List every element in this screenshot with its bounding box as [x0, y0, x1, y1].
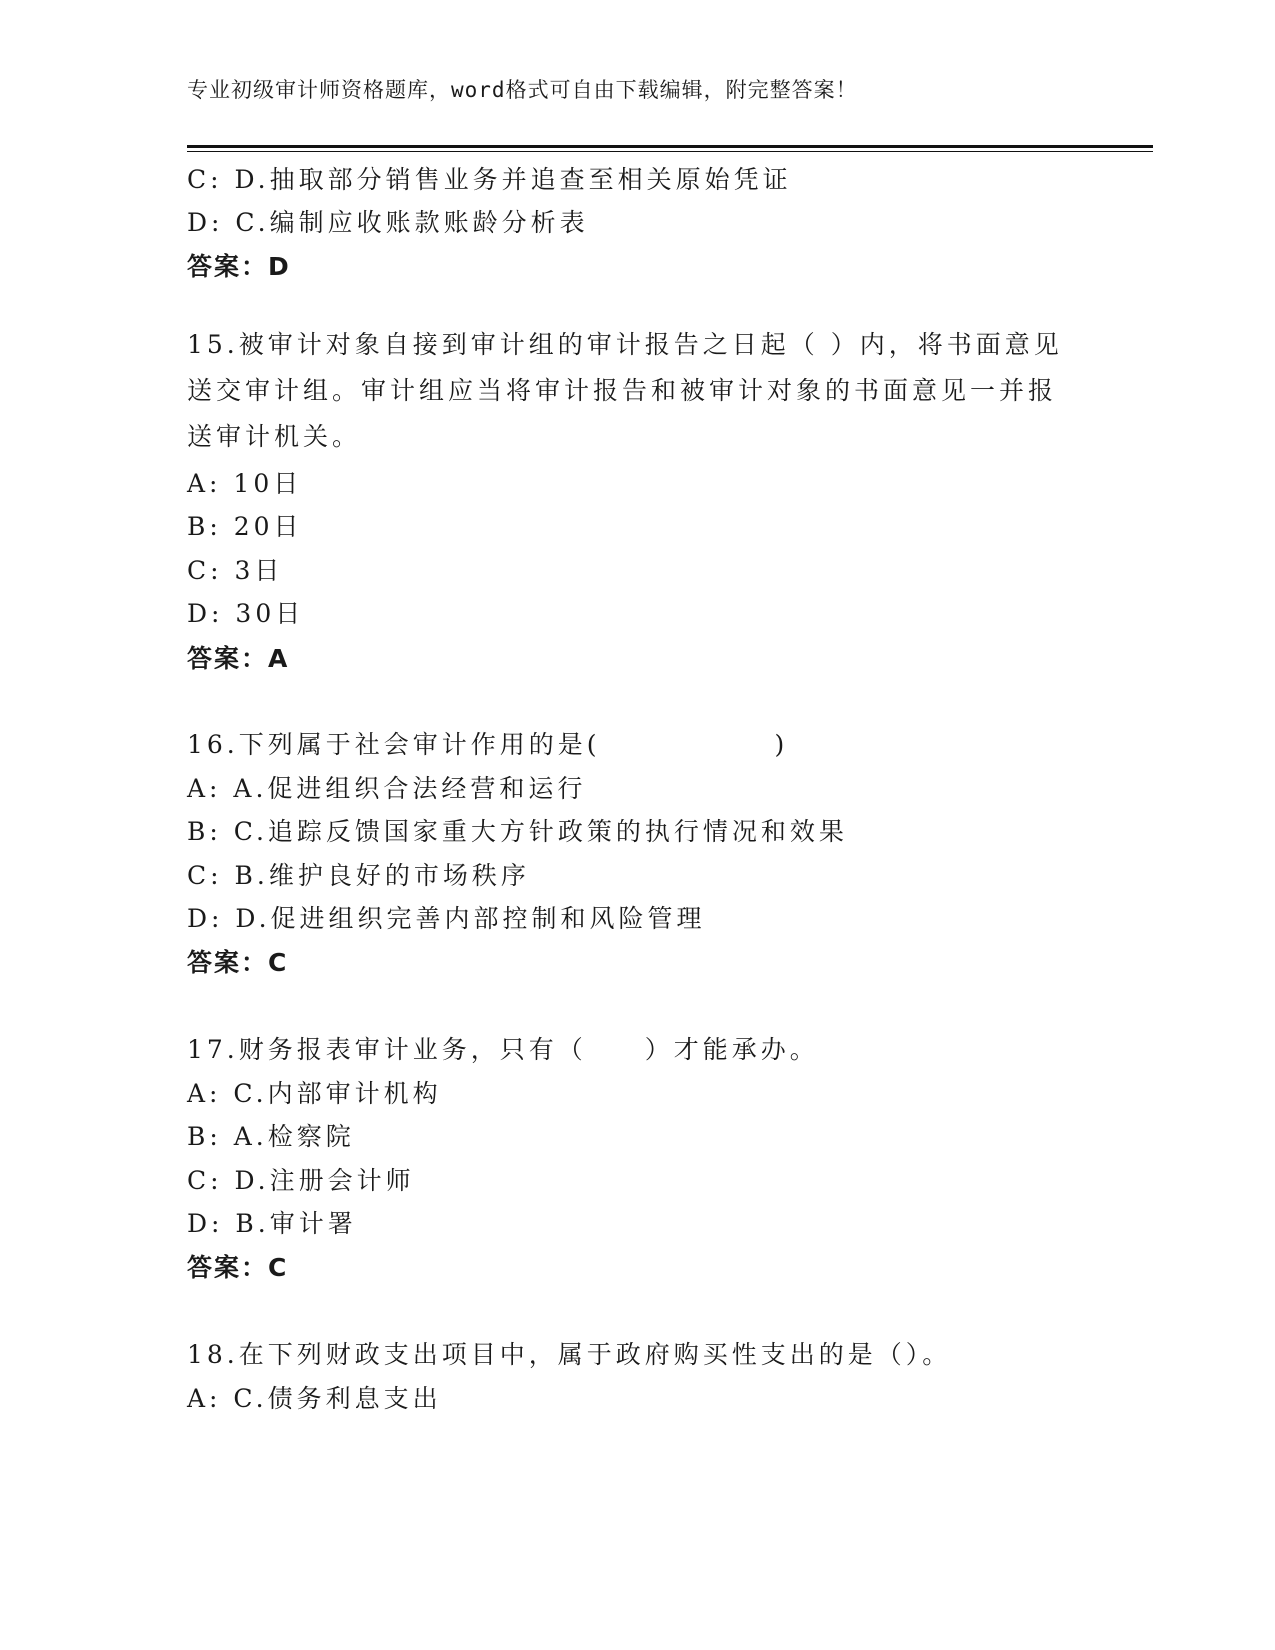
q14-option-c: C: D.抽取部分销售业务并追查至相关原始凭证: [187, 165, 792, 194]
q15-answer: 答案：A: [187, 644, 290, 673]
q17-option-b: B: A.检察院: [187, 1122, 355, 1151]
q15-stem-line: 送审计机关。: [187, 422, 362, 451]
q17-answer: 答案：C: [187, 1253, 289, 1282]
q15-option-c: C: 3日: [187, 556, 284, 585]
q15-option-b: B: 20日: [187, 512, 303, 541]
page-header: 专业初级审计师资格题库，word格式可自由下载编辑，附完整答案！: [187, 78, 858, 102]
q16-option-d: D: D.促进组织完善内部控制和风险管理: [187, 904, 706, 933]
q18-option-a: A: C.债务利息支出: [187, 1384, 442, 1413]
q16-option-a: A: A.促进组织合法经营和运行: [187, 774, 587, 803]
q14-answer: 答案：D: [187, 252, 291, 281]
header-divider-thick: [187, 145, 1153, 148]
q16-option-c: C: B.维护良好的市场秩序: [187, 861, 530, 890]
q15-stem-line: 送交审计组。审计组应当将审计报告和被审计对象的书面意见一并报: [187, 376, 1058, 405]
q16-option-b: B: C.追踪反馈国家重大方针政策的执行情况和效果: [187, 817, 848, 846]
q17-option-d: D: B.审计署: [187, 1209, 357, 1238]
q15-option-a: A: 10日: [187, 469, 303, 498]
q15-option-d: D: 30日: [187, 599, 305, 628]
header-divider-thin: [187, 151, 1153, 152]
q17-option-a: A: C.内部审计机构: [187, 1079, 442, 1108]
q17-stem: 17.财务报表审计业务，只有（ ）才能承办。: [187, 1035, 819, 1064]
q14-option-d: D: C.编制应收账款账龄分析表: [187, 208, 589, 237]
q16-stem: 16.下列属于社会审计作用的是( ): [187, 730, 789, 759]
q16-answer: 答案：C: [187, 948, 289, 977]
q15-stem: [187, 322, 1067, 460]
q17-option-c: C: D.注册会计师: [187, 1166, 415, 1195]
q18-stem: 18.在下列财政支出项目中，属于政府购买性支出的是（）。: [187, 1340, 952, 1369]
q15-stem-line: 15.被审计对象自接到审计组的审计报告之日起（ ）内，将书面意见: [187, 330, 1063, 359]
